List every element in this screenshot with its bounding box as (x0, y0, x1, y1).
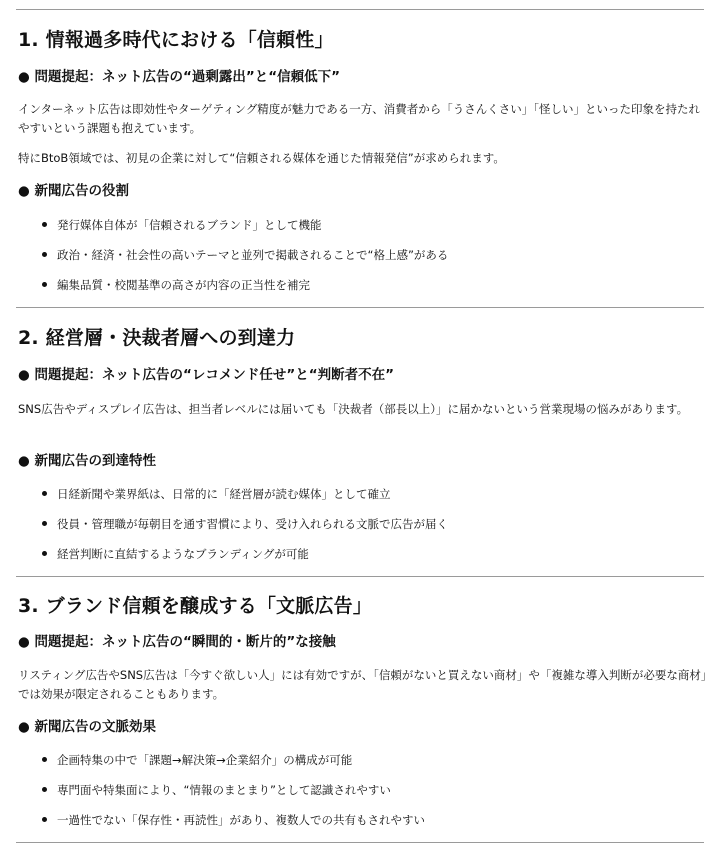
section-1-list-item (42, 276, 310, 294)
section-3-list-item (42, 751, 352, 769)
section-3-problem-heading: ● 問題提起：ネット広告の“瞬間的・断片的”な接触 (18, 634, 336, 650)
section-1-title: 1. 情報過多時代における「信頼性」 (18, 29, 334, 51)
section-3-list-item (42, 811, 425, 829)
bullet-icon (42, 222, 47, 227)
section-1-list-item (42, 246, 448, 264)
list-item-text: 発行媒体自体が「信頼されるブランド」として機能 (57, 218, 322, 232)
section-1-list-item (42, 216, 322, 234)
section-1-paragraph-2: 特にBtoB領域では、初見の企業に対して“信頼される媒体を通じた情報発信”が求められます。 (18, 151, 505, 165)
list-item-text: 政治・経済・社会性の高いテーマと並列で掲載されることで“格上感”がある (57, 248, 449, 262)
section-2-list-item (42, 485, 391, 503)
bullet-icon (42, 757, 47, 762)
list-item-text: 編集品質・校閲基準の高さが内容の正当性を補完 (57, 278, 310, 292)
section-2-problem-heading: ● 問題提起：ネット広告の“レコメンド任せ”と“判断者不在” (18, 367, 394, 383)
section-2-paragraph-1: SNS広告やディスプレイ広告は、担当者レベルには届いても「決裁者（部長以上）」に届かないという営業現場の悩みがあります。 (18, 402, 689, 416)
section-1-paragraph-1: インターネット広告は即効性やターゲティング精度が魅力である一方、消費者から「うさんくさい」「怪しい」といった印象を持たれやすいという課題も抱えています。 (18, 102, 701, 135)
section-divider (16, 307, 704, 308)
bullet-icon (42, 551, 47, 556)
bullet-icon (42, 491, 47, 496)
list-item-text: 日経新聞や業界紙は、日常的に「経営層が読む媒体」として確立 (57, 487, 391, 501)
section-divider (16, 842, 704, 843)
section-3-paragraph-1: リスティング広告やSNS広告は「今すぐ欲しい人」には有効ですが、「信頼がないと買えない商材」や「複雑な導入判断が必要な商材」では効果が限定されることもあります。 (18, 668, 707, 701)
list-item-text: 役員・管理職が毎朝目を通す習慣により、受け入れられる文脈で広告が届く (57, 517, 448, 531)
section-3-role-heading: ● 新聞広告の文脈効果 (18, 719, 156, 735)
section-2-list-item (42, 545, 309, 563)
section-3-title: 3. ブランド信頼を醸成する「文脈広告」 (18, 595, 373, 617)
bullet-icon (42, 521, 47, 526)
section-divider (16, 9, 704, 10)
list-item-text: 一過性でない「保存性・再読性」があり、複数人での共有もされやすい (57, 813, 425, 827)
section-divider (16, 576, 704, 577)
section-2-list-item (42, 515, 448, 533)
bullet-icon (42, 282, 47, 287)
list-item-text: 専門面や特集面により、“情報のまとまり”として認識されやすい (57, 783, 391, 797)
section-2-title: 2. 経営層・決裁者層への到達力 (18, 327, 296, 349)
section-1-problem-heading: ● 問題提起：ネット広告の“過剰露出”と“信頼低下” (18, 69, 340, 85)
list-item-text: 企画特集の中で「課題→解決策→企業紹介」の構成が可能 (57, 753, 353, 767)
section-2-role-heading: ● 新聞広告の到達特性 (18, 453, 156, 469)
list-item-text: 経営判断に直結するようなブランディングが可能 (57, 547, 309, 561)
bullet-icon (42, 252, 47, 257)
section-3-list-item (42, 781, 391, 799)
section-1-role-heading: ● 新聞広告の役割 (18, 183, 129, 199)
bullet-icon (42, 787, 47, 792)
bullet-icon (42, 817, 47, 822)
